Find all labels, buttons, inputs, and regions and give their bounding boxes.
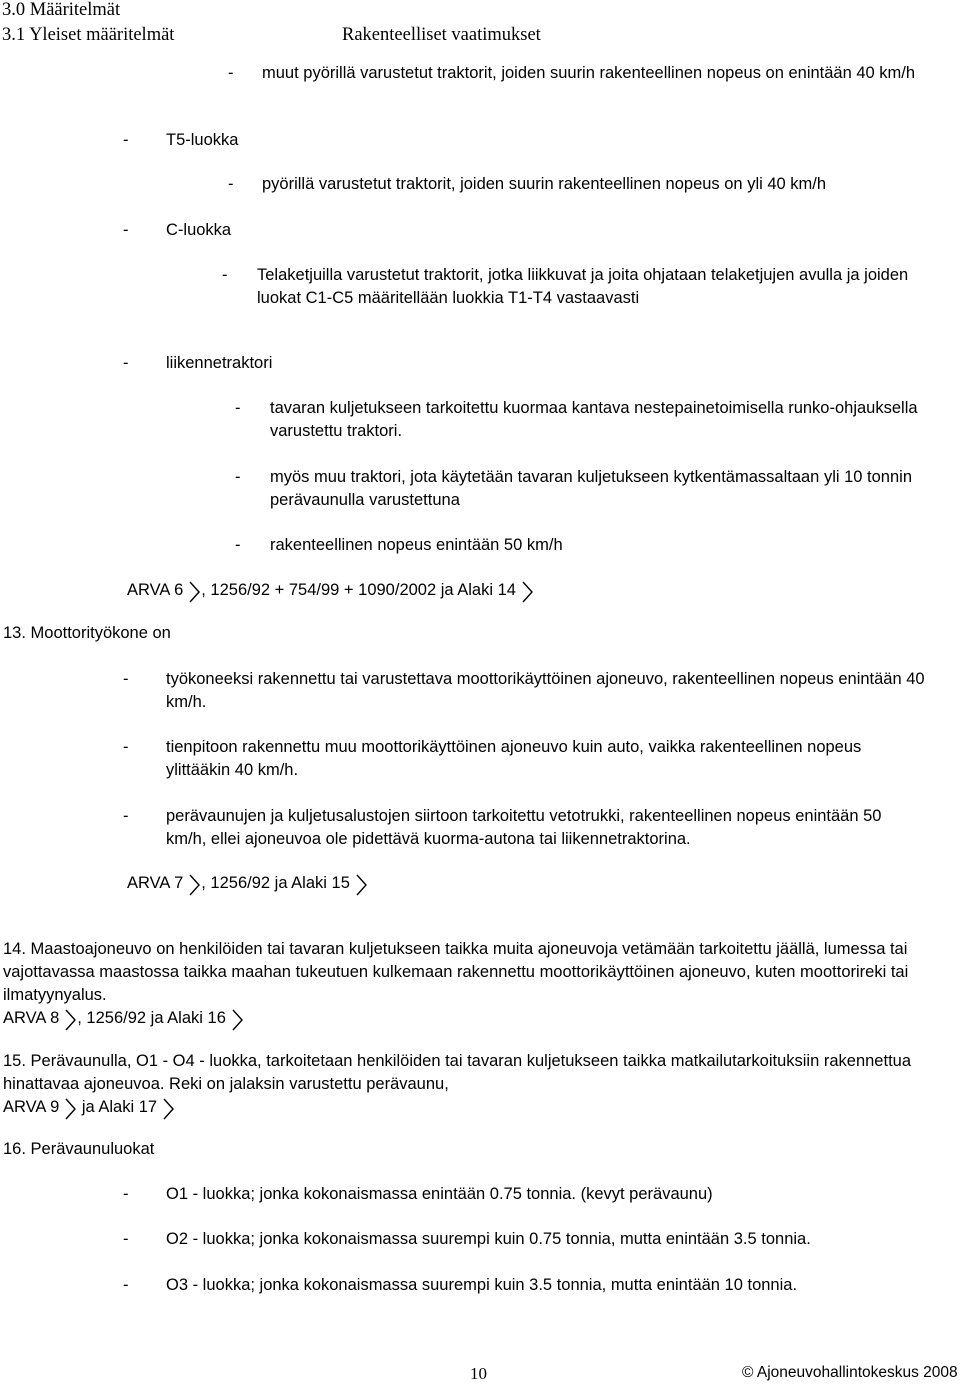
liikennetraktori-label: liikennetraktori bbox=[166, 354, 273, 372]
bullet-dash: - bbox=[123, 221, 129, 239]
arva-reference-8: ARVA 8 , 1256/92 ja Alaki 16 bbox=[3, 1007, 244, 1031]
bullet-dash: - bbox=[123, 670, 129, 688]
bullet-dash: - bbox=[123, 1185, 129, 1203]
t5-item: pyörillä varustetut traktorit, joiden suurin rakenteellinen nopeus on yli 40 km/h bbox=[262, 175, 827, 193]
t4-item: muut pyörillä varustetut traktorit, joiden suurin rakenteellinen nopeus on enintään 40 km/h bbox=[262, 64, 916, 82]
bullet-dash: - bbox=[123, 738, 129, 756]
bullet-dash: - bbox=[228, 175, 234, 193]
arva-link-6[interactable]: ARVA 6 bbox=[127, 581, 184, 599]
reference-mark-icon bbox=[163, 1098, 175, 1120]
c-item: Telaketjuilla varustetut traktorit, jotka liikkuvat ja joita ohjataan telaketjujen avulla ja joiden luokat C1-C5 määritellään luokkia T1-T4 vastaavasti bbox=[257, 266, 909, 307]
trailer-class-o1: O1 - luokka; jonka kokonaismassa enintään 0.75 tonnia. (kevyt perävaunu) bbox=[166, 1185, 713, 1203]
c-label: C-luokka bbox=[166, 221, 232, 239]
liikennetraktori-item-1: tavaran kuljetukseen tarkoitettu kuormaa kantava nestepainetoimisella runko-ohjauksella varustettu traktori. bbox=[270, 399, 918, 440]
section-heading: 3.1 Yleiset määritelmät bbox=[2, 25, 175, 45]
reference-mark-icon bbox=[65, 1009, 77, 1031]
arva-reference-6: ARVA 6 , 1256/92 + 754/99 + 1090/2002 ja Alaki 14 bbox=[127, 579, 534, 603]
bullet-dash: - bbox=[235, 536, 241, 554]
page-number: 10 bbox=[470, 1364, 487, 1383]
subsection-heading: Rakenteelliset vaatimukset bbox=[342, 25, 541, 45]
item13-entry-3: perävaunujen ja kuljetusalustojen siirtoon tarkoitettu vetotrukki, rakenteellinen nopeus enintään 50 km/h, ellei ajoneuvoa ole pidettävä kuorma-autona tai liikennetraktorina. bbox=[166, 807, 882, 848]
bullet-dash: - bbox=[222, 266, 228, 284]
trailer-class-o3: O3 - luokka; jonka kokonaismassa suurempi kuin 3.5 tonnia, mutta enintään 10 tonnia. bbox=[166, 1276, 798, 1294]
copyright: © Ajoneuvohallintokeskus 2008 bbox=[742, 1364, 958, 1381]
t5-label: T5-luokka bbox=[166, 131, 239, 149]
trailer-class-o2: O2 - luokka; jonka kokonaismassa suurempi kuin 0.75 tonnia, mutta enintään 3.5 tonnia. bbox=[166, 1230, 811, 1248]
bullet-dash: - bbox=[123, 354, 129, 372]
liikennetraktori-item-2: myös muu traktori, jota käytetään tavaran kuljetukseen kytkentämassaltaan yli 10 tonnin perävaunulla varustettuna bbox=[270, 468, 913, 509]
item13-entry-2: tienpitoon rakennettu muu moottorikäyttöinen ajoneuvo kuin auto, vaikka rakenteellinen nopeus ylittääkin 40 km/h. bbox=[166, 738, 862, 779]
bullet-dash: - bbox=[123, 1230, 129, 1248]
arva-link-8[interactable]: ARVA 8 bbox=[3, 1009, 60, 1027]
bullet-dash: - bbox=[235, 468, 241, 486]
reference-mark-icon bbox=[232, 1009, 244, 1031]
reference-mark-icon bbox=[65, 1098, 77, 1120]
arva-link-9[interactable]: ARVA 9 bbox=[3, 1098, 60, 1116]
reference-mark-icon bbox=[356, 874, 368, 896]
reference-mark-icon bbox=[522, 581, 534, 603]
bullet-dash: - bbox=[235, 399, 241, 417]
item13-title: 13. Moottorityökone on bbox=[3, 624, 171, 642]
item15-text: 15. Perävaunulla, O1 - O4 - luokka, tarkoitetaan henkilöiden tai tavaran kuljetukseen taikka matkailutarkoituksiin rakennettua hinattavaa ajoneuvoa. Reki on jalaksin varustettu perävaunu, bbox=[3, 1052, 912, 1093]
reference-mark-icon bbox=[189, 581, 201, 603]
arva-reference-9: ARVA 9 ja Alaki 17 bbox=[3, 1096, 175, 1120]
bullet-dash: - bbox=[123, 1276, 129, 1294]
bullet-dash: - bbox=[123, 131, 129, 149]
arva-link-7[interactable]: ARVA 7 bbox=[127, 874, 184, 892]
bullet-dash: - bbox=[123, 807, 129, 825]
chapter-heading: 3.0 Määritelmät bbox=[2, 0, 121, 20]
item14-text: 14. Maastoajoneuvo on henkilöiden tai tavaran kuljetukseen taikka muita ajoneuvoja vetämään tarkoitettu jäällä, lumessa tai vajottavassa maastossa taikka maahan tukeutuen kulkemaan rakennettu moottorikäyttöinen ajoneuvo, kuten moottorireki tai ilmatyynyalus. bbox=[3, 940, 909, 1004]
liikennetraktori-item-3: rakenteellinen nopeus enintään 50 km/h bbox=[270, 536, 563, 554]
item13-entry-1: työkoneeksi rakennettu tai varustettava moottorikäyttöinen ajoneuvo, rakenteellinen nopeus enintään 40 km/h. bbox=[166, 670, 925, 711]
bullet-dash: - bbox=[228, 64, 234, 82]
reference-mark-icon bbox=[189, 874, 201, 896]
item16-title: 16. Perävaunuluokat bbox=[3, 1140, 155, 1158]
arva-reference-7: ARVA 7 , 1256/92 ja Alaki 15 bbox=[127, 872, 368, 896]
